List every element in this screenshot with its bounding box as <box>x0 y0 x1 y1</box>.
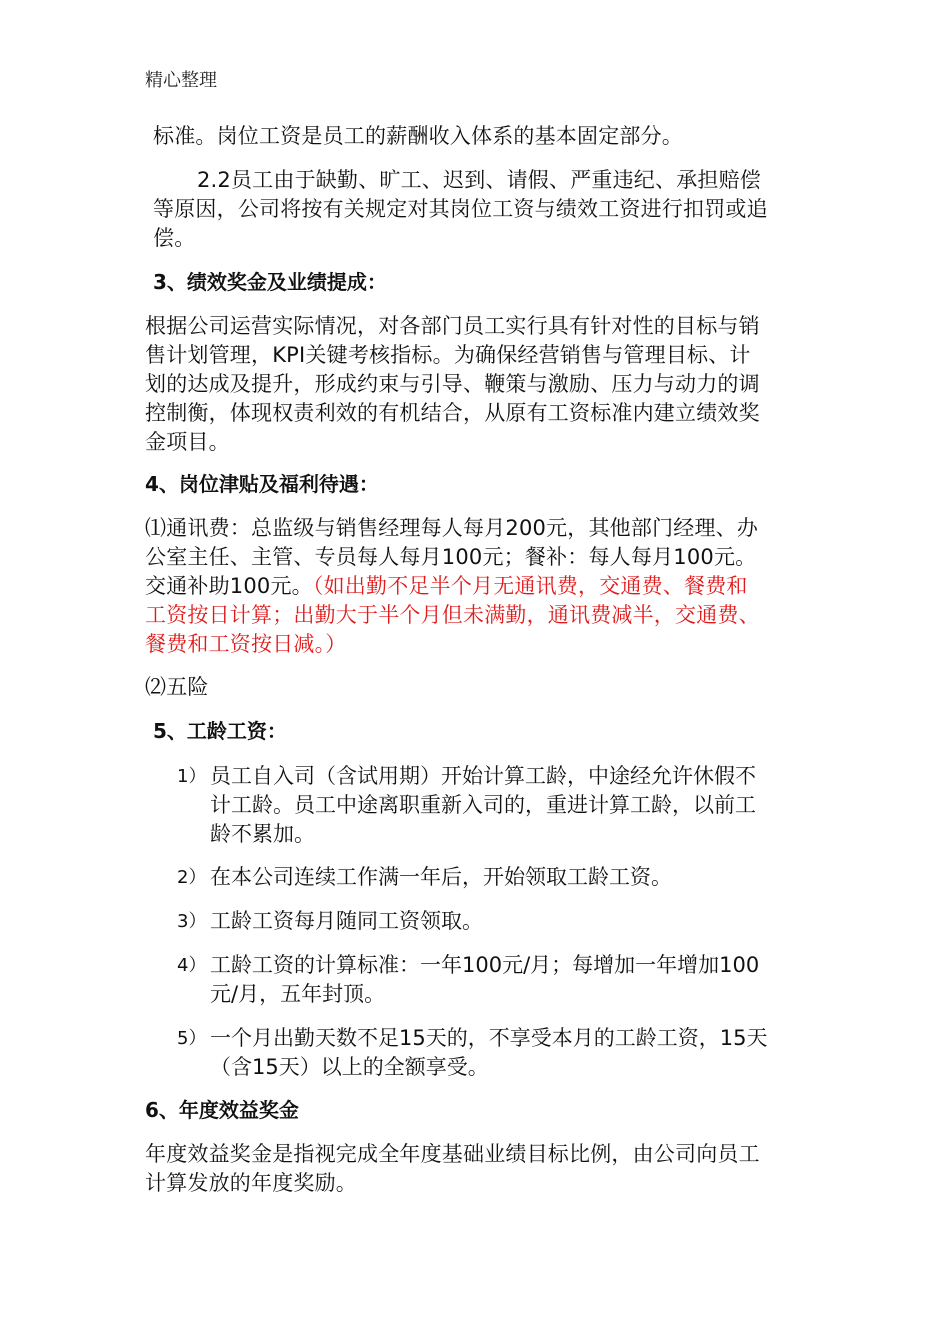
list-number: 1） <box>177 766 207 787</box>
text-line: 龄不累加。 <box>210 822 315 846</box>
text-line: 等原因，公司将按有关规定对其岗位工资与绩效工资进行扣罚或追 <box>153 197 768 221</box>
paragraph-insurance <box>145 673 209 702</box>
text-line: 计算发放的年度奖励。 <box>145 1171 357 1195</box>
text-line: 偿。 <box>153 226 196 250</box>
text-line: 一个月出勤天数不足15天的，不享受本月的工龄工资，15天 <box>210 1026 768 1050</box>
section-heading-4: 4、岗位津贴及福利待遇： <box>145 472 379 496</box>
allowance-note-red: 工资按日计算；出勤大于半个月但未满勤，通讯费减半，交通费、 <box>145 603 760 627</box>
text-line: 年度效益奖金是指视完成全年度基础业绩目标比例，由公司向员工 <box>145 1142 760 1166</box>
text-line: 工龄工资每月随同工资领取。 <box>210 909 483 933</box>
list-number: 3） <box>177 911 207 932</box>
text-line: 在本公司连续工作满一年后，开始领取工龄工资。 <box>210 865 672 889</box>
section-heading-3: 3、绩效奖金及业绩提成： <box>153 270 387 294</box>
paragraph-allowances <box>145 514 815 659</box>
section-heading-5: 5、工龄工资： <box>153 719 287 743</box>
transport-allowance-text: 交通补助100元。 <box>145 574 313 598</box>
text-line: ⑴通讯费：总监级与销售经理每人每月200元，其他部门经理、办 <box>145 516 759 540</box>
list-number: 4） <box>177 955 207 976</box>
allowance-note-red: 餐费和工资按日减。） <box>145 632 347 656</box>
allowance-note-red: （如出勤不足半个月无通讯费，交通费、餐费和 <box>312 574 748 598</box>
text-line: 控制衡，体现权责利效的有机结合，从原有工资标准内建立绩效奖 <box>145 401 760 425</box>
text-line: 根据公司运营实际情况，对各部门员工实行具有针对性的目标与销 <box>145 314 760 338</box>
text-line: 金项目。 <box>145 430 230 454</box>
list-number: 5） <box>177 1028 207 1049</box>
text-line: （含15天）以上的全额享受。 <box>210 1055 489 1079</box>
text-line: ⑵五险 <box>145 675 209 699</box>
section-heading-6: 6、年度效益奖金 <box>145 1098 299 1122</box>
text-line <box>145 572 815 601</box>
page-header: 精心整理 <box>145 70 217 91</box>
text-line: 员工自入司（含试用期）开始计算工龄，中途经允许休假不 <box>210 764 756 788</box>
text-line: 标准。岗位工资是员工的薪酬收入体系的基本固定部分。 <box>153 124 683 148</box>
text-line: 公室主任、主管、专员每人每月100元；餐补：每人每月100元。 <box>145 545 757 569</box>
paragraph-performance-bonus <box>145 312 815 457</box>
list-number: 2） <box>177 867 207 888</box>
text-line: 售计划管理，KPI关键考核指标。为确保经营销售与管理目标、计 <box>145 343 751 367</box>
text-line: 元/月，五年封顶。 <box>210 982 386 1006</box>
text-line: 计工龄。员工中途离职重新入司的，重进计算工龄，以前工 <box>210 793 756 817</box>
paragraph-annual-bonus <box>145 1140 815 1198</box>
text-line: 2.2员工由于缺勤、旷工、迟到、请假、严重违纪、承担赔偿 <box>197 168 761 192</box>
text-line: 划的达成及提升，形成约束与引导、鞭策与激励、压力与动力的调 <box>145 372 760 396</box>
paragraph-basic-salary <box>153 122 813 151</box>
paragraph-deductions <box>153 166 813 253</box>
text-line: 工龄工资的计算标准：一年100元/月；每增加一年增加100 <box>210 953 760 977</box>
